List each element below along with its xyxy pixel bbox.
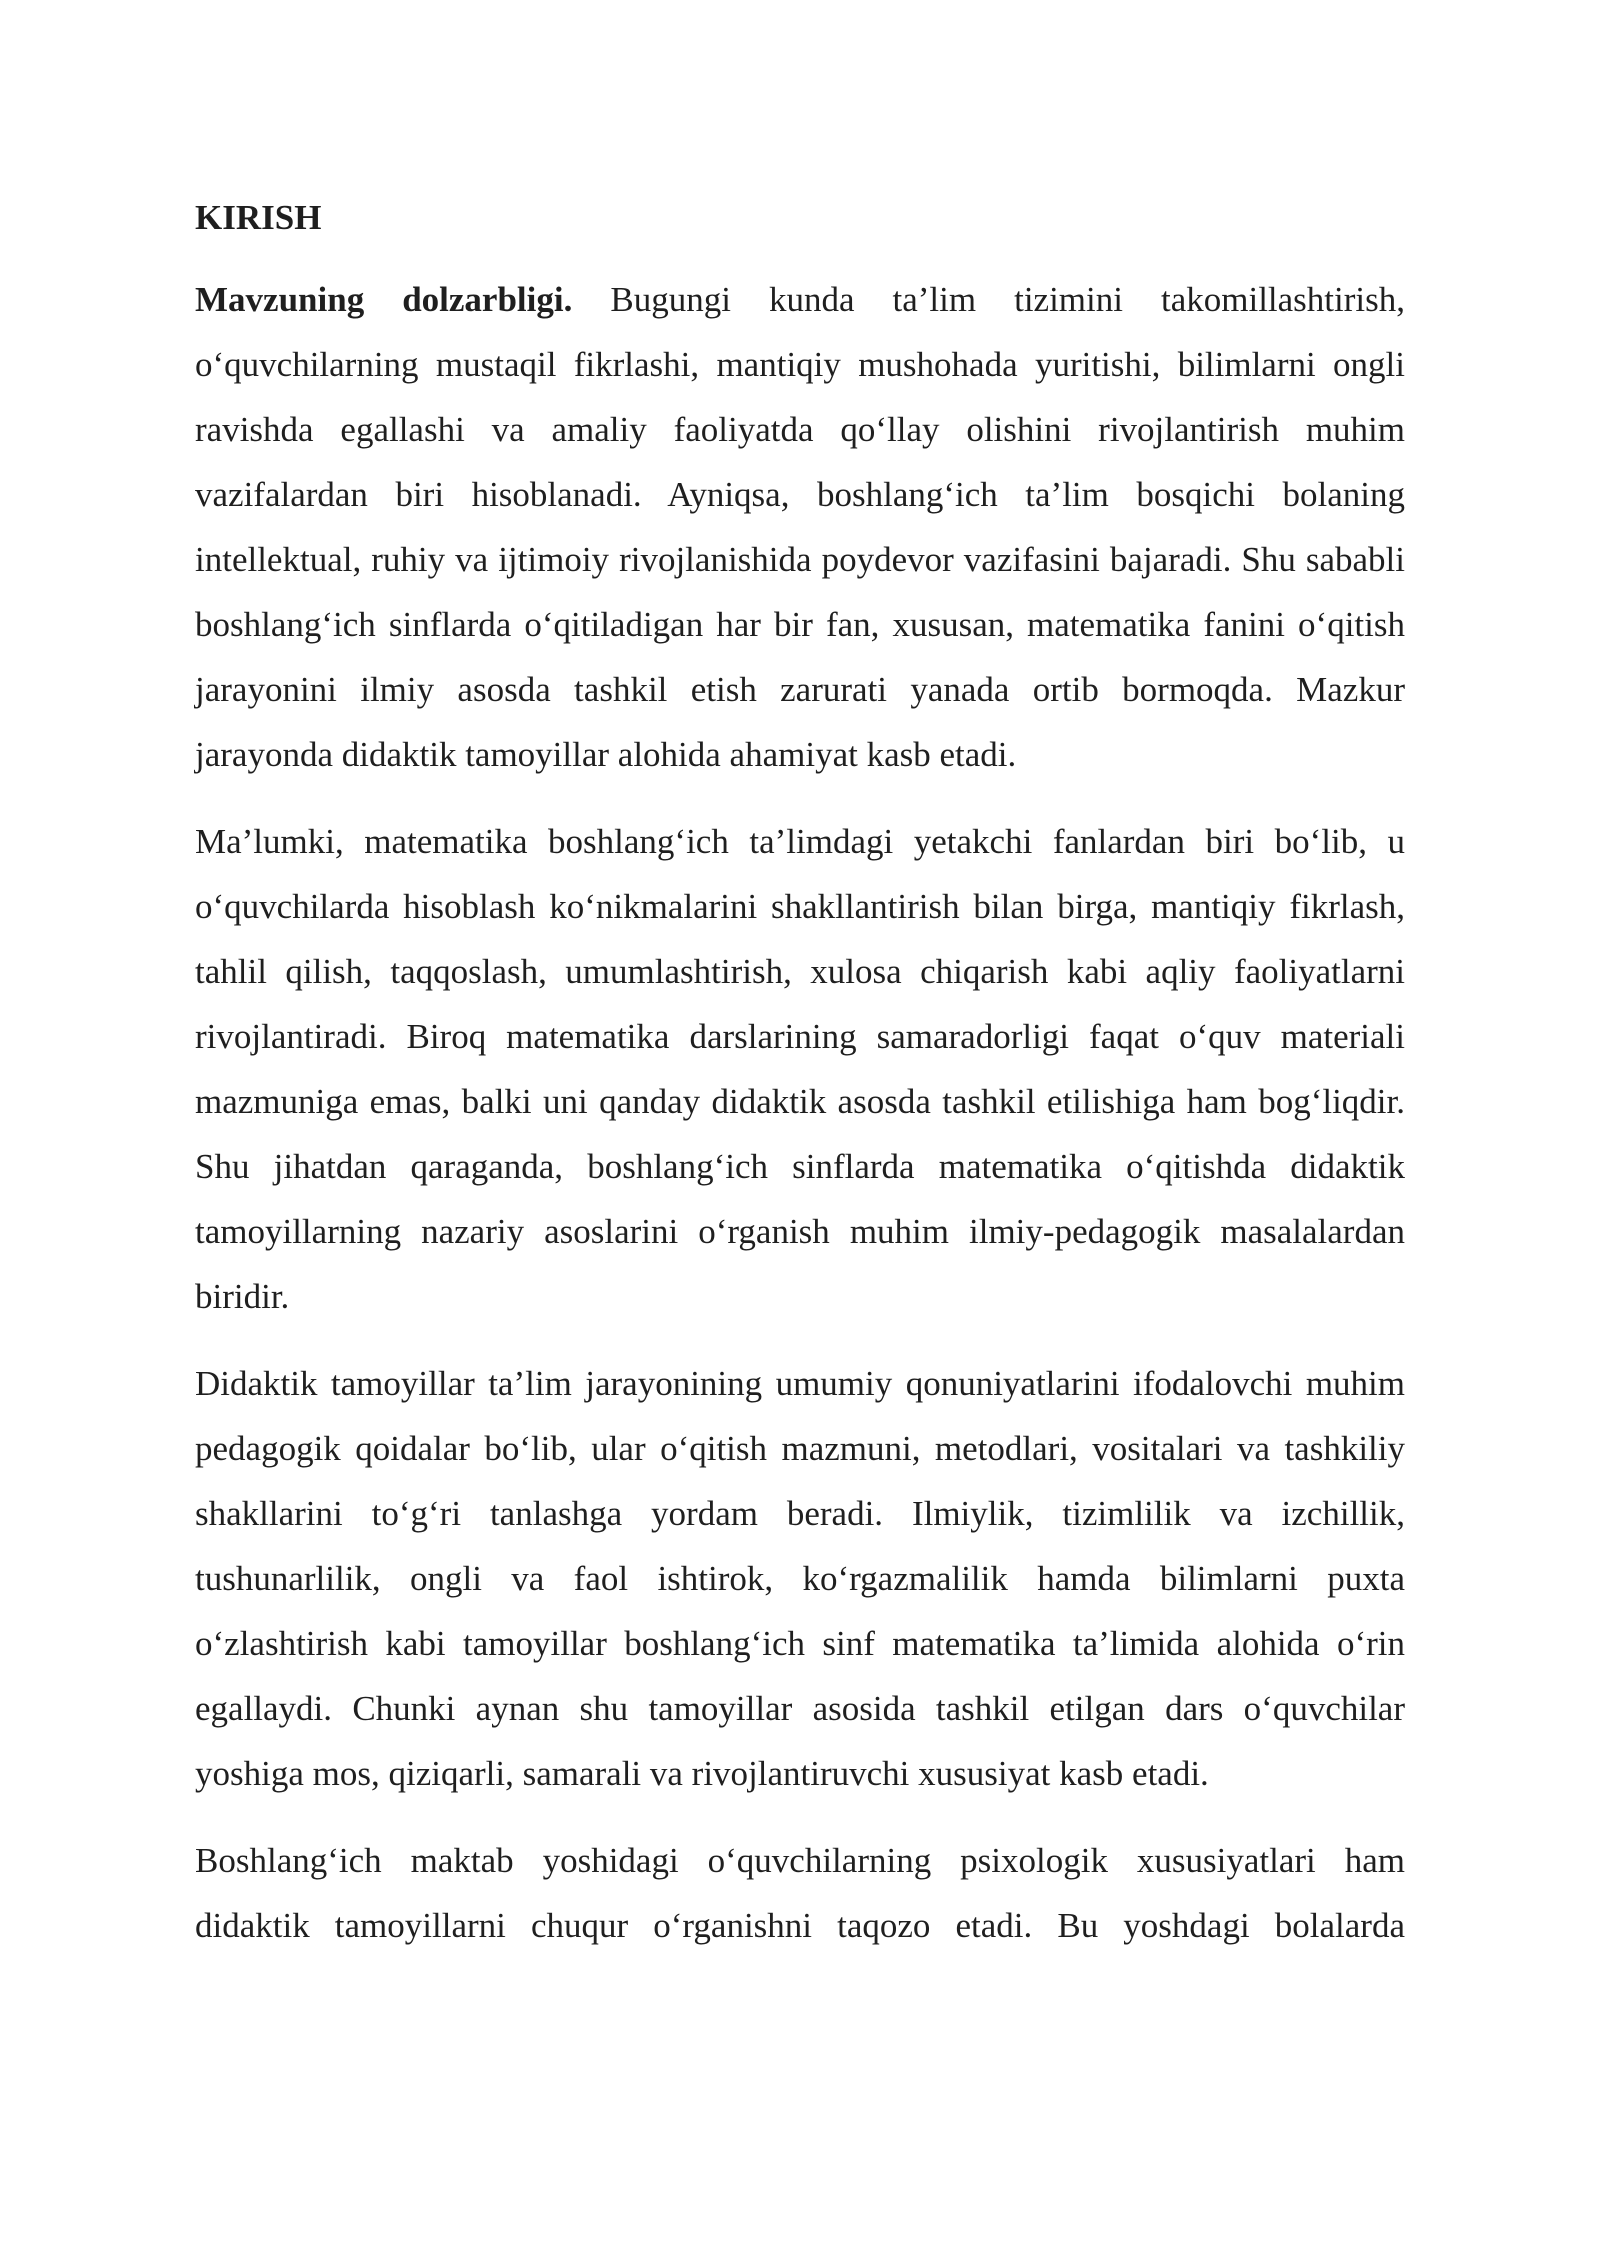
- paragraph-relevance: [195, 267, 1405, 787]
- paragraph-psychology: [195, 1828, 1405, 1958]
- paragraph-text: Didaktik tamoyillar ta’lim jarayonining umumiy qonuniyatlarini ifodalovchi muhim pedagogik qoidalar bo‘lib, ular o‘qitish mazmuni, metodlari, vositalari va tashkiliy shakllarini to‘g‘ri tanlashga yordam beradi. Ilmiylik, tizimlilik va izchillik, tushunarlilik, ongli va faol ishtirok, ko‘rgazmalilik hamda bilimlarni puxta o‘zlashtirish kabi tamoyillar boshlang‘ich sinf matematika ta’limida alohida o‘rin egallaydi. Chunki aynan shu tamoyillar asosida tashkil etilgan dars o‘quvchilar yoshiga mos, qiziqarli, samarali va rivojlantiruvchi xususiyat kasb etadi.: [195, 1364, 1405, 1793]
- paragraph-lead: Mavzuning dolzarbligi.: [195, 280, 573, 319]
- paragraph-mathematics: [195, 809, 1405, 1329]
- paragraph-text: Boshlang‘ich maktab yoshidagi o‘quvchilarning psixologik xususiyatlari ham didaktik tamoyillarni chuqur o‘rganishni taqozo etadi. Bu yoshdagi bolalarda: [195, 1841, 1405, 1945]
- document-body: [195, 190, 1405, 1980]
- section-heading: KIRISH: [195, 198, 322, 237]
- paragraph-didactic-principles: [195, 1351, 1405, 1806]
- paragraph-text: Bugungi kunda ta’lim tizimini takomillashtirish, o‘quvchilarning mustaqil fikrlashi, mantiqiy mushohada yuritishi, bilimlarni ongli ravishda egallashi va amaliy faoliyatda qo‘llay olishini rivojlantirish muhim vazifalardan biri hisoblanadi. Ayniqsa, boshlang‘ich ta’lim bosqichi bolaning intellektual, ruhiy va ijtimoiy rivojlanishida poydevor vazifasini bajaradi. Shu sababli boshlang‘ich sinflarda o‘qitiladigan har bir fan, xususan, matematika fanini o‘qitish jarayonini ilmiy asosda tashkil etish zarurati yanada ortib bormoqda. Mazkur jarayonda didaktik tamoyillar alohida ahamiyat kasb etadi.: [195, 280, 1406, 774]
- paragraph-text: Ma’lumki, matematika boshlang‘ich ta’limdagi yetakchi fanlardan biri bo‘lib, u o‘quvchilarda hisoblash ko‘nikmalarini shakllantirish bilan birga, mantiqiy fikrlash, tahlil qilish, taqqoslash, umumlashtirish, xulosa chiqarish kabi aqliy faoliyatlarni rivojlantiradi. Biroq matematika darslarining samaradorligi faqat o‘quv materiali mazmuniga emas, balki uni qanday didaktik asosda tashkil etilishiga ham bog‘liqdir. Shu jihatdan qaraganda, boshlang‘ich sinflarda matematika o‘qitishda didaktik tamoyillarning nazariy asoslarini o‘rganish muhim ilmiy-pedagogik masalalardan biridir.: [195, 822, 1405, 1316]
